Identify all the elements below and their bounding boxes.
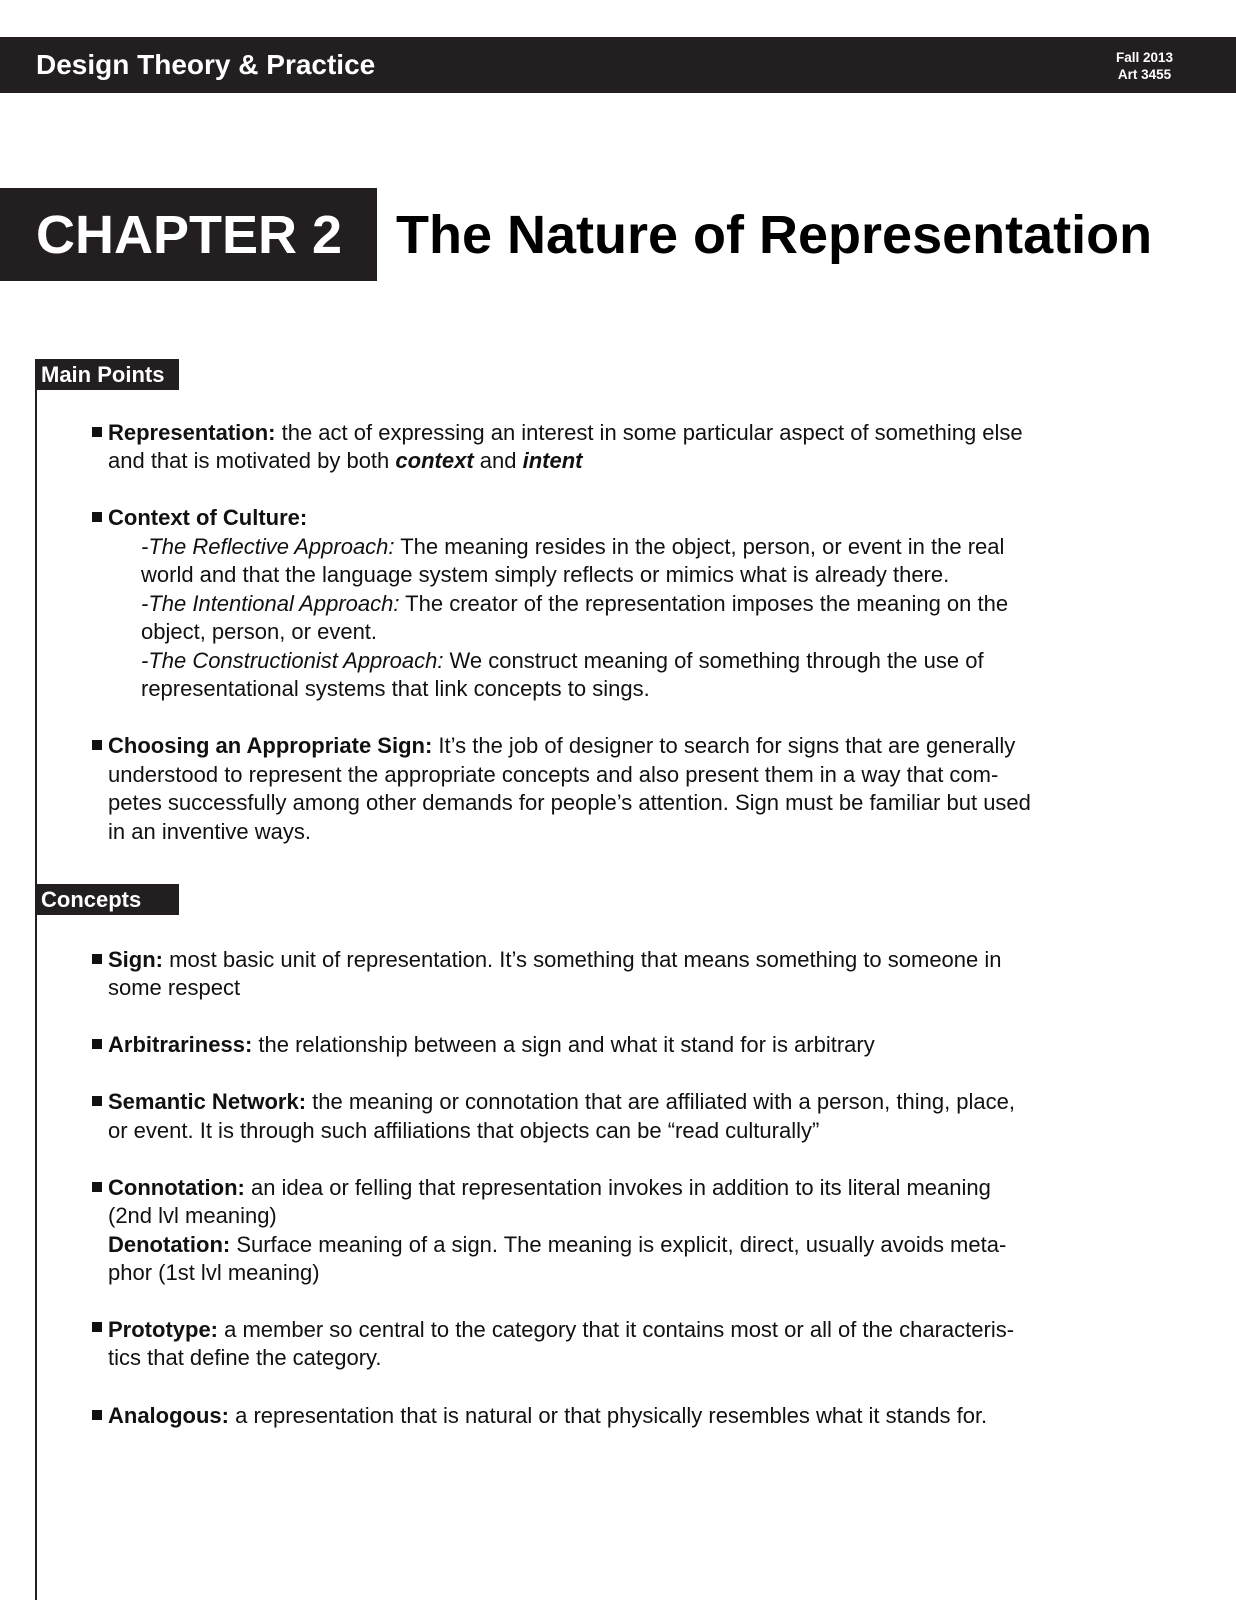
list-item-denotation: Denotation: Surface meaning of a sign. The meaning is explicit, direct, usually avoids meta- [108, 1232, 1007, 1257]
list-item-line: in an inventive ways. [108, 819, 311, 844]
list-item-line: representational systems that link concepts to sings. [141, 676, 650, 701]
list-item-analogous: Analogous: a representation that is natural or that physically resembles what it stands for. [108, 1403, 988, 1428]
list-item-line: understood to represent the appropriate concepts and also present them in a way that com- [108, 762, 999, 787]
list-item-sign: Sign: most basic unit of representation. It’s something that means something to someone in [108, 947, 1002, 972]
chapter-label-box [0, 188, 377, 281]
bullet-icon [92, 954, 102, 964]
course-term [1116, 49, 1173, 83]
list-item-line: some respect [108, 975, 241, 1000]
bullet-icon [92, 512, 102, 522]
list-item-context-of-culture: Context of Culture: [108, 505, 308, 530]
list-item-line: or event. It is through such affiliations that objects can be “read culturally” [108, 1118, 820, 1143]
list-item-line: tics that define the category. [108, 1345, 382, 1370]
bullet-icon [92, 1182, 102, 1192]
list-item-connotation: Connotation: an idea or felling that representation invokes in addition to its literal meaning [108, 1175, 991, 1200]
list-item-arbitrariness: Arbitrariness: the relationship between a sign and what it stand for is arbitrary [108, 1032, 875, 1057]
list-item-line: (2nd lvl meaning) [108, 1203, 277, 1228]
section-heading-main-points: Main Points [35, 359, 179, 390]
bullet-icon [92, 1410, 102, 1420]
list-item-line: -The Intentional Approach: The creator of the representation imposes the meaning on the [141, 591, 1009, 616]
list-item-choosing-sign: Choosing an Appropriate Sign: It’s the job of designer to search for signs that are generally [108, 733, 1016, 758]
bullet-icon [92, 1096, 102, 1106]
bullet-icon [92, 740, 102, 750]
section-heading-concepts: Concepts [35, 884, 179, 915]
list-item-line: and that is motivated by both context and intent [108, 448, 583, 473]
list-item-line: -The Constructionist Approach: We construct meaning of something through the use of [141, 648, 984, 673]
bullet-icon [92, 1322, 102, 1332]
list-item-line: object, person, or event. [141, 619, 378, 644]
list-item-line: phor (1st lvl meaning) [108, 1260, 320, 1285]
list-item-representation: Representation: the act of expressing an interest in some particular aspect of something else [108, 420, 1023, 445]
list-item-line: -The Reflective Approach: The meaning resides in the object, person, or event in the real [141, 534, 1005, 559]
chapter-title: The Nature of Representation [396, 205, 1153, 265]
chapter-label: CHAPTER 2 [36, 205, 343, 265]
term-label: Fall 2013 [1115, 50, 1173, 65]
list-item-semantic-network: Semantic Network: the meaning or connotation that are affiliated with a person, thing, place, [108, 1089, 1016, 1114]
course-code: Art 3455 [1117, 67, 1172, 82]
bullet-icon [92, 1039, 102, 1049]
bullet-icon [92, 427, 102, 437]
list-item-prototype: Prototype: a member so central to the category that it contains most or all of the characteris- [108, 1317, 1015, 1342]
list-item-line: world and that the language system simply reflects or mimics what is already there. [141, 562, 950, 587]
course-title: Design Theory & Practice [36, 49, 376, 80]
section-rule [35, 390, 37, 1600]
list-item-line: petes successfully among other demands for people’s attention. Sign must be familiar but used [108, 790, 1031, 815]
header-bar [0, 37, 1236, 93]
